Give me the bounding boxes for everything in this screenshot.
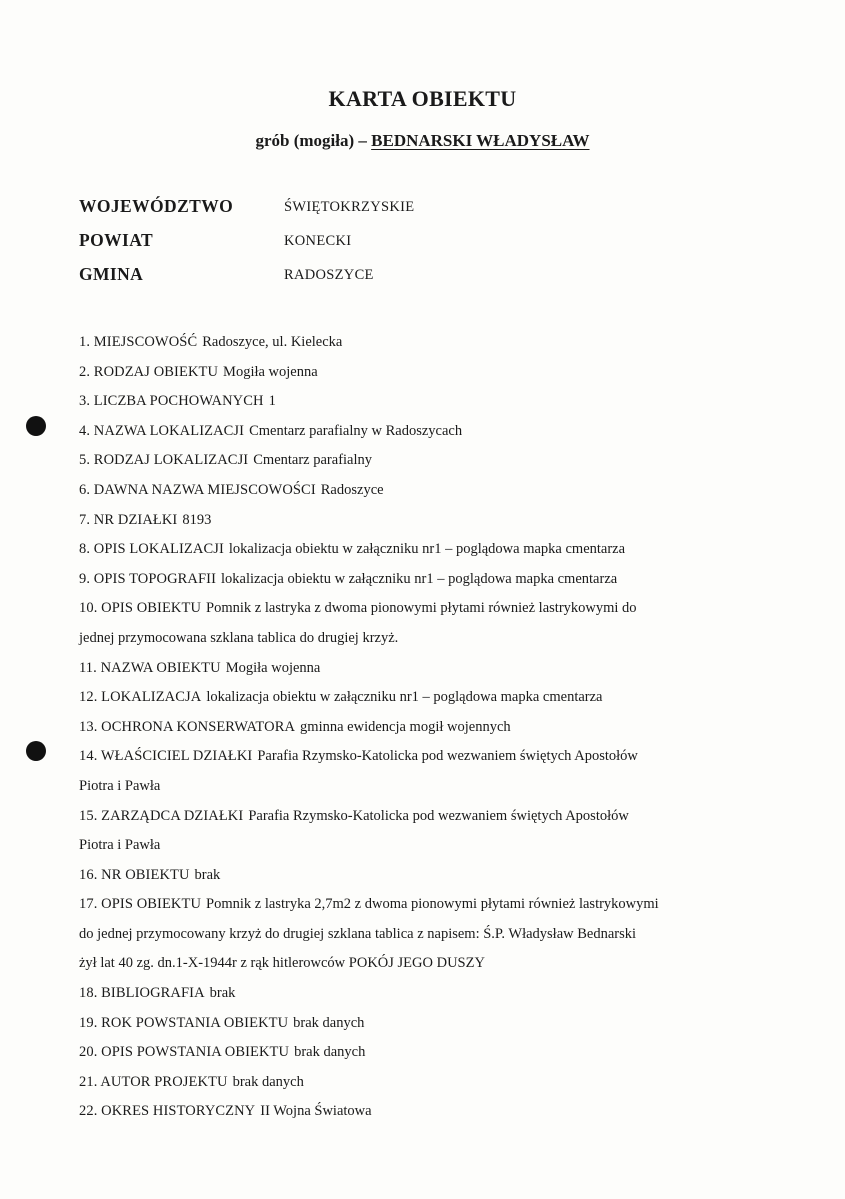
field-line <box>79 387 779 417</box>
field-value: Pomnik z lastryka 2,7m2 z dwoma pionowymi płytami również lastrykowymi <box>206 896 659 913</box>
field-value: brak danych <box>293 1014 365 1031</box>
field-line <box>79 1009 779 1039</box>
admin-label: POWIAT <box>79 230 154 250</box>
admin-label: GMINA <box>79 264 144 284</box>
field-label: 21. AUTOR PROJEKTU <box>79 1073 228 1090</box>
field-line <box>79 890 779 920</box>
field-label: 11. NAZWA OBIEKTU <box>79 659 221 676</box>
field-value: Cmentarz parafialny <box>253 452 373 469</box>
field-line <box>79 535 779 565</box>
field-value: lokalizacja obiektu w załączniku nr1 – poglądowa mapka cmentarza <box>221 570 618 587</box>
field-line <box>79 1068 779 1098</box>
field-value: gminna ewidencja mogił wojennych <box>300 718 511 735</box>
field-value: brak danych <box>232 1073 304 1090</box>
admin-value: RADOSZYCE <box>284 267 374 283</box>
field-value: Pomnik z lastryka z dwoma pionowymi płytami również lastrykowymi do <box>206 600 637 617</box>
field-label: 7. NR DZIAŁKI <box>79 511 178 528</box>
field-label: 1. MIEJSCOWOŚĆ <box>79 334 198 350</box>
field-list <box>79 328 779 1127</box>
field-label: 22. OKRES HISTORYCZNY <box>79 1103 256 1120</box>
field-value-continuation: jednej przymocowana szklana tablica do drugiej krzyż. <box>79 629 399 646</box>
field-label: 16. NR OBIEKTU <box>79 866 190 883</box>
field-value: Mogiła wojenna <box>223 363 318 380</box>
field-label: 12. LOKALIZACJA <box>79 689 202 706</box>
field-line <box>79 802 779 832</box>
field-line <box>79 742 779 772</box>
field-value-continuation: do jednej przymocowany krzyż do drugiej szklana tablica z napisem: Ś.P. Władysław Bednarski <box>79 925 637 942</box>
field-label: 13. OCHRONA KONSERWATORA <box>79 718 296 735</box>
field-label: 8. OPIS LOKALIZACJI <box>79 541 224 558</box>
field-value: 1 <box>268 393 276 410</box>
field-line <box>79 446 779 476</box>
field-value: II Wojna Światowa <box>260 1103 372 1120</box>
document-subtitle <box>0 131 845 151</box>
field-line <box>79 1097 779 1127</box>
field-line <box>79 831 779 861</box>
field-value: brak <box>194 866 221 883</box>
field-line <box>79 683 779 713</box>
field-label: 18. BIBLIOGRAFIA <box>79 985 205 1002</box>
field-value: Radoszyce <box>320 481 384 498</box>
field-label: 14. WŁAŚCICIEL DZIAŁKI <box>79 748 253 765</box>
field-line <box>79 476 779 506</box>
field-label: 4. NAZWA LOKALIZACJI <box>79 422 245 439</box>
punch-hole-top <box>26 416 46 436</box>
field-value: Parafia Rzymsko-Katolicka pod wezwaniem świętych Apostołów <box>257 748 638 765</box>
field-line <box>79 506 779 536</box>
subtitle-prefix: grób (mogiła) – <box>255 131 372 150</box>
field-value: Cmentarz parafialny w Radoszycach <box>249 422 463 439</box>
field-value-continuation: żył lat 40 zg. dn.1-X-1944r z rąk hitlerowców POKÓJ JEGO DUSZY <box>79 955 485 972</box>
subtitle-name: BEDNARSKI WŁADYSŁAW <box>371 131 590 150</box>
field-label: 17. OPIS OBIEKTU <box>79 896 202 913</box>
field-value: Mogiła wojenna <box>225 659 321 676</box>
field-line <box>79 358 779 388</box>
field-value-continuation: Piotra i Pawła <box>79 777 161 794</box>
field-value: lokalizacja obiektu w załączniku nr1 – poglądowa mapka cmentarza <box>206 689 603 706</box>
field-value: lokalizacja obiektu w załączniku nr1 – poglądowa mapka cmentarza <box>228 541 626 558</box>
field-value: brak danych <box>294 1044 366 1061</box>
field-value-continuation: Piotra i Pawła <box>79 837 161 854</box>
field-value: 8193 <box>182 511 212 528</box>
field-label: 20. OPIS POWSTANIA OBIEKTU <box>79 1044 290 1061</box>
field-label: 19. ROK POWSTANIA OBIEKTU <box>79 1014 289 1031</box>
field-line <box>79 979 779 1009</box>
field-value: Parafia Rzymsko-Katolicka pod wezwaniem świętych Apostołów <box>248 807 629 824</box>
field-value: brak <box>209 985 236 1002</box>
field-line <box>79 328 779 358</box>
field-label: 3. LICZBA POCHOWANYCH <box>79 393 264 410</box>
field-line <box>79 417 779 447</box>
field-value: Radoszyce, ul. Kielecka <box>202 334 343 350</box>
admin-value: ŚWIĘTOKRZYSKIE <box>284 199 415 215</box>
field-line <box>79 949 779 979</box>
field-line <box>79 565 779 595</box>
admin-label: WOJEWÓDZTWO <box>79 196 234 216</box>
punch-hole-bottom <box>26 741 46 761</box>
field-line <box>79 772 779 802</box>
field-label: 15. ZARZĄDCA DZIAŁKI <box>79 807 244 824</box>
field-line <box>79 624 779 654</box>
field-line <box>79 713 779 743</box>
field-label: 10. OPIS OBIEKTU <box>79 600 202 617</box>
field-line <box>79 1038 779 1068</box>
field-line <box>79 920 779 950</box>
field-line <box>79 861 779 891</box>
document-title: KARTA OBIEKTU <box>328 86 517 111</box>
field-label: 5. RODZAJ LOKALIZACJI <box>79 452 249 469</box>
field-label: 9. OPIS TOPOGRAFII <box>79 570 217 587</box>
field-label: 2. RODZAJ OBIEKTU <box>79 363 219 380</box>
admin-value: KONECKI <box>284 233 352 249</box>
field-line <box>79 594 779 624</box>
field-label: 6. DAWNA NAZWA MIEJSCOWOŚCI <box>79 481 316 498</box>
field-line <box>79 654 779 684</box>
